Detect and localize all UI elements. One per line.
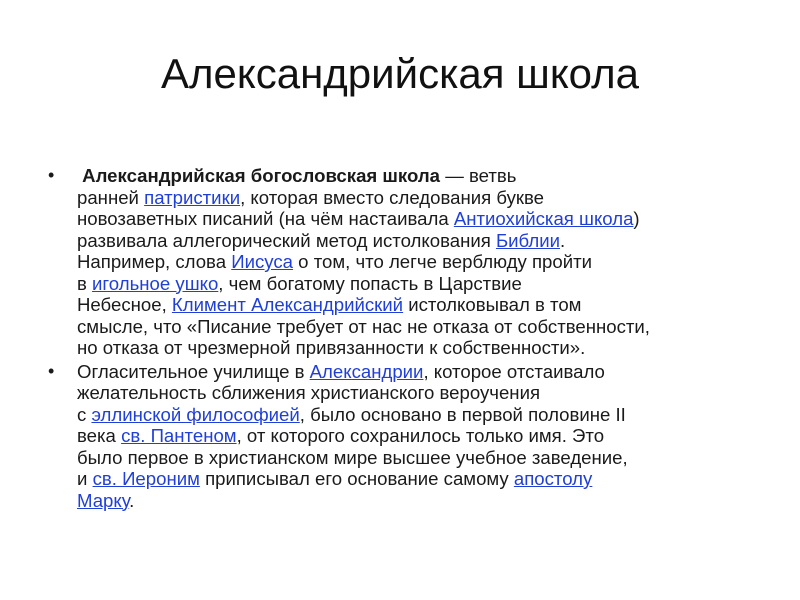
text: развивала аллегорический метод истолкования — [77, 229, 496, 251]
link-patristics[interactable]: патристики — [144, 186, 241, 208]
bullet-icon: • — [48, 360, 55, 381]
text: . — [560, 229, 566, 251]
bullet-icon: • — [48, 165, 55, 185]
link-jesus[interactable]: Иисуса — [231, 251, 294, 272]
link-mark[interactable]: Марку — [77, 489, 130, 511]
text: , которое отстаивало — [423, 360, 605, 382]
link-clement[interactable]: Климент Александрийский — [171, 294, 404, 315]
link-alexandria[interactable]: Александрии — [309, 360, 424, 382]
text: в — [77, 272, 93, 294]
link-needle-eye[interactable]: игольное ушко — [92, 272, 219, 294]
link-antioch-school[interactable]: Антиохийская школа — [453, 208, 634, 229]
text: Небесное, — [77, 294, 172, 315]
text: о том, что легче верблюду пройти — [293, 251, 593, 272]
paragraph-text — [77, 165, 650, 358]
text: века — [77, 425, 122, 446]
text: , чем богатому попасть в Царствие — [218, 272, 522, 294]
text: — ветвь — [440, 165, 517, 186]
list-item-alexandrian-school — [46, 165, 766, 359]
list-item-catechetical-school — [46, 361, 766, 512]
bold-lead: Александрийская богословская школа — [82, 165, 441, 186]
link-pantaenus[interactable]: св. Пантеном — [121, 425, 237, 446]
text: Например, слова — [77, 251, 232, 272]
text: , от которого сохранилось только имя. Это — [236, 425, 605, 446]
text: и — [77, 468, 93, 489]
text: истолковывал в том — [403, 294, 582, 315]
text: новозаветных писаний (на чём настаивала — [77, 208, 454, 229]
text: , которая вместо следования букве — [240, 186, 545, 208]
text: желательность сближения христианского вероучения — [77, 382, 541, 403]
link-hellenic-philosophy[interactable]: эллинской философией — [91, 403, 300, 425]
slide-title: Александрийская школа — [161, 50, 639, 97]
link-jerome[interactable]: св. Иероним — [92, 468, 200, 489]
text: Огласительное училище в — [77, 360, 310, 382]
bullet-list — [46, 165, 766, 513]
text: приписывал его основание самому — [199, 468, 514, 489]
text: ранней — [77, 186, 145, 208]
text: , было основано в первой половине II — [299, 403, 626, 425]
text: но отказа от чрезмерной привязанности к собственности». — [77, 337, 586, 358]
text: было первое в христианском мире высшее учебное заведение, — [77, 446, 628, 468]
link-apostle[interactable]: апостолу — [513, 468, 593, 489]
paragraph-text — [77, 361, 628, 511]
text: с — [77, 403, 92, 425]
text: ) — [633, 208, 640, 229]
link-bible[interactable]: Библии — [495, 229, 560, 251]
text: смысле, что «Писание требует от нас не отказа от собственности, — [77, 315, 650, 337]
text: . — [129, 489, 135, 511]
